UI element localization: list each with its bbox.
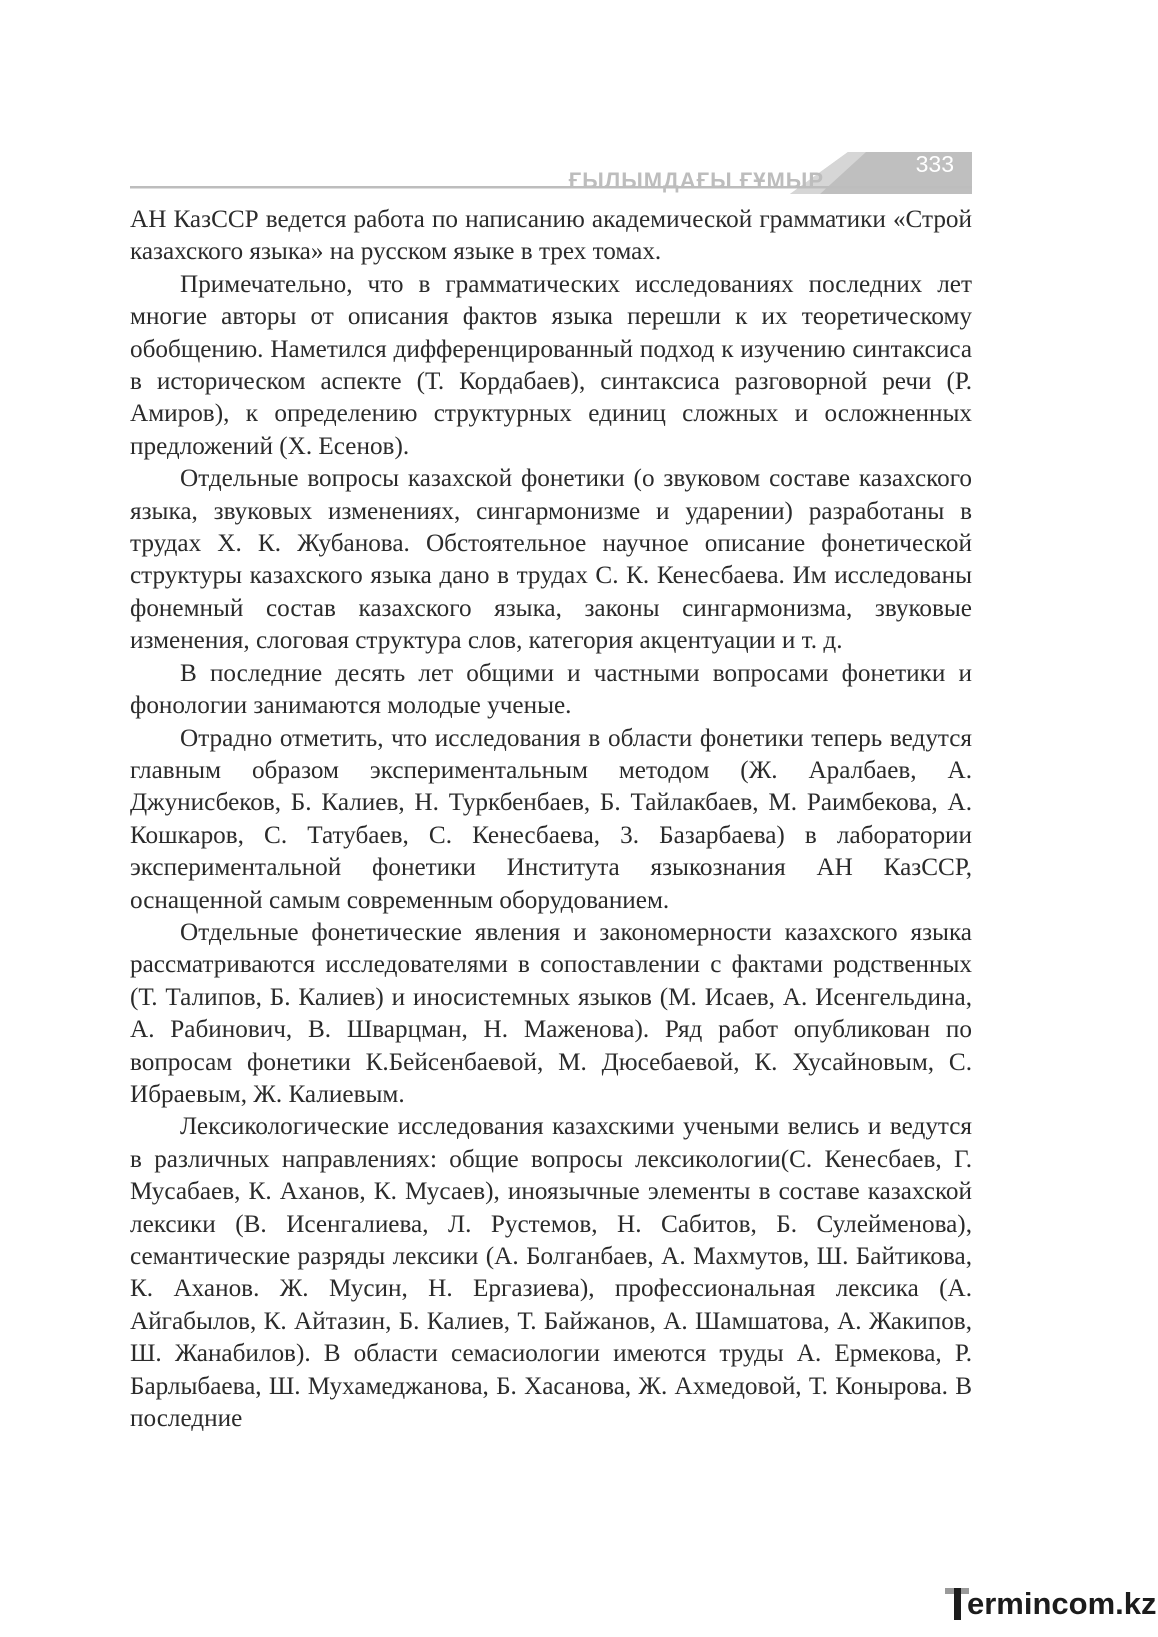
paragraph: Отдельные вопросы казахской фонетики (о звуковом составе казахского языка, звуковых изменениях, сингармонизме и ударении) разработаны в трудах Х. К. Жубанова. Обстоятельное научное описание фонетической структуры казахского языка дано в трудах С. К. Кенесбаева. Им исследованы фонемный состав казахского языка, законы сингармонизма, звуковые изменения, слоговая структура слов, категория акцентуации и т. д. xyxy=(130,465,972,655)
running-header-title: ҒЫЛЫМДАҒЫ ҒҰМЫР xyxy=(568,168,824,193)
running-header xyxy=(130,148,972,196)
watermark-t-logo-icon xyxy=(945,1586,969,1622)
paragraph-continued: АН КазССР ведется работа по написанию академической грамматики «Строй казахского языка» на русском языке в трех томах. xyxy=(130,206,972,266)
paragraph: Примечательно, что в грамматических исследованиях последних лет многие авторы от описания фактов языка перешли к их теоретическому обобщению. Наметился дифференцированный подход к изучению синтаксиса в историческом аспекте (Т. Кордабаев), синтаксиса разговорной речи (Р. Амиров), к определению структурных единиц сложных и осложненных предложений (Х. Есенов). xyxy=(130,270,972,460)
paragraph: Отрадно отметить, что исследования в области фонетики теперь ведутся главным образом экспериментальным методом (Ж. Аралбаев, А. Джунисбеков, Б. Калиев, Н. Туркбенбаев, Б. Тайлакбаев, М. Раимбекова, А. Кошкаров, С. Татубаев, С. Кенесбаева, 3. Базарбаева) в лаборатории экспериментальной фонетики Института языкознания АН КазССР, оснащенной самым современным оборудованием. xyxy=(130,724,972,914)
body-text xyxy=(130,204,972,1435)
paragraph: В последние десять лет общими и частными вопросами фонетики и фонологии занимаются молодые ученые. xyxy=(130,659,972,720)
header-decoration xyxy=(130,148,972,196)
watermark xyxy=(945,1582,1155,1626)
watermark-text: ermincom.kz xyxy=(967,1586,1157,1621)
page-number: 333 xyxy=(915,151,954,177)
paragraph: Лексикологические исследования казахскими учеными велись и ведутся в различных направлениях: общие вопросы лексикологии(С. Кенесбаев, Г. Мусабаев, К. Аханов, К. Мусаев), иноязычные элементы в составе казахской лексики (В. Исенгалиева, Л. Рустемов, Н. Сабитов, Б. Сулейменова), семантические разряды лексики (А. Болганбаев, А. Махмутов, Ш. Байтикова, К. Аханов. Ж. Мусин, Н. Ергазиева), профессиональная лексика (А. Айгабылов, К. Айтазин, Б. Калиев, Т. Байжанов, А. Шамшатова, А. Жакипов, Ш. Жанабилов). В области семасиологии имеются труды А. Ермекова, Р. Барлыбаева, Ш. Мухамеджанова, Б. Хасанова, Ж. Ахмедовой, Т. Конырова. В последние xyxy=(130,1113,972,1433)
paragraph: Отдельные фонетические явления и закономерности казахского языка рассматриваются исследователями в сопоставлении с фактами родственных (Т. Талипов, Б. Калиев) и иносистемных языков (М. Исаев, А. Исенгельдина, А. Рабинович, В. Шварцман, Н. Маженова). Ряд работ опубликован по вопросам фонетики К.Бейсенбаевой, М. Дюсебаевой, К. Хусайновым, С. Ибраевым, Ж. Калиевым. xyxy=(130,918,972,1108)
